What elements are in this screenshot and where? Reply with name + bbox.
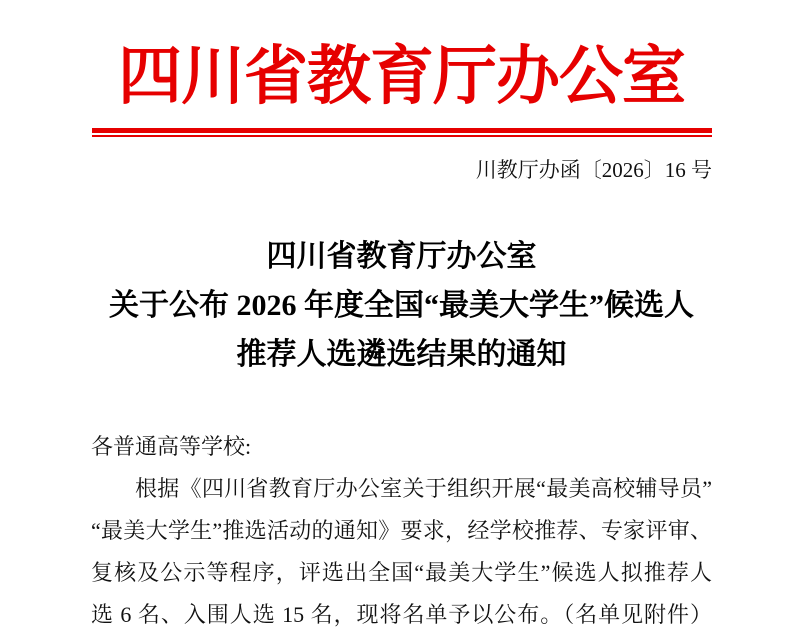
paragraph-line: 根据《四川省教育厅办公室关于组织开展“最美高校辅导员” bbox=[135, 476, 712, 501]
notice-title bbox=[0, 232, 803, 379]
red-separator-line bbox=[92, 128, 712, 137]
document-number: 川教厅办函〔2026〕16 号 bbox=[475, 158, 712, 182]
notice-title-line-1: 四川省教育厅办公室 bbox=[266, 240, 537, 273]
salutation: 各普通高等学校: bbox=[91, 434, 252, 459]
notice-title-line-2: 关于公布 2026 年度全国“最美大学生”候选人 bbox=[109, 289, 694, 322]
notice-title-line-3: 推荐人选遴选结果的通知 bbox=[236, 338, 567, 371]
notice-body bbox=[91, 426, 712, 633]
agency-letterhead-title: 四川省教育厅办公室 bbox=[118, 41, 685, 112]
red-separator-thin-bar bbox=[92, 135, 712, 137]
paragraph-line: 选 6 名、入围人选 15 名，现将名单予以公布。（名单见附件） bbox=[91, 602, 712, 627]
paragraph-line: “最美大学生”推选活动的通知》要求，经学校推荐、专家评审、 bbox=[91, 518, 712, 543]
paragraph-line: 复核及公示等程序，评选出全国“最美大学生”候选人拟推荐人 bbox=[91, 560, 712, 585]
